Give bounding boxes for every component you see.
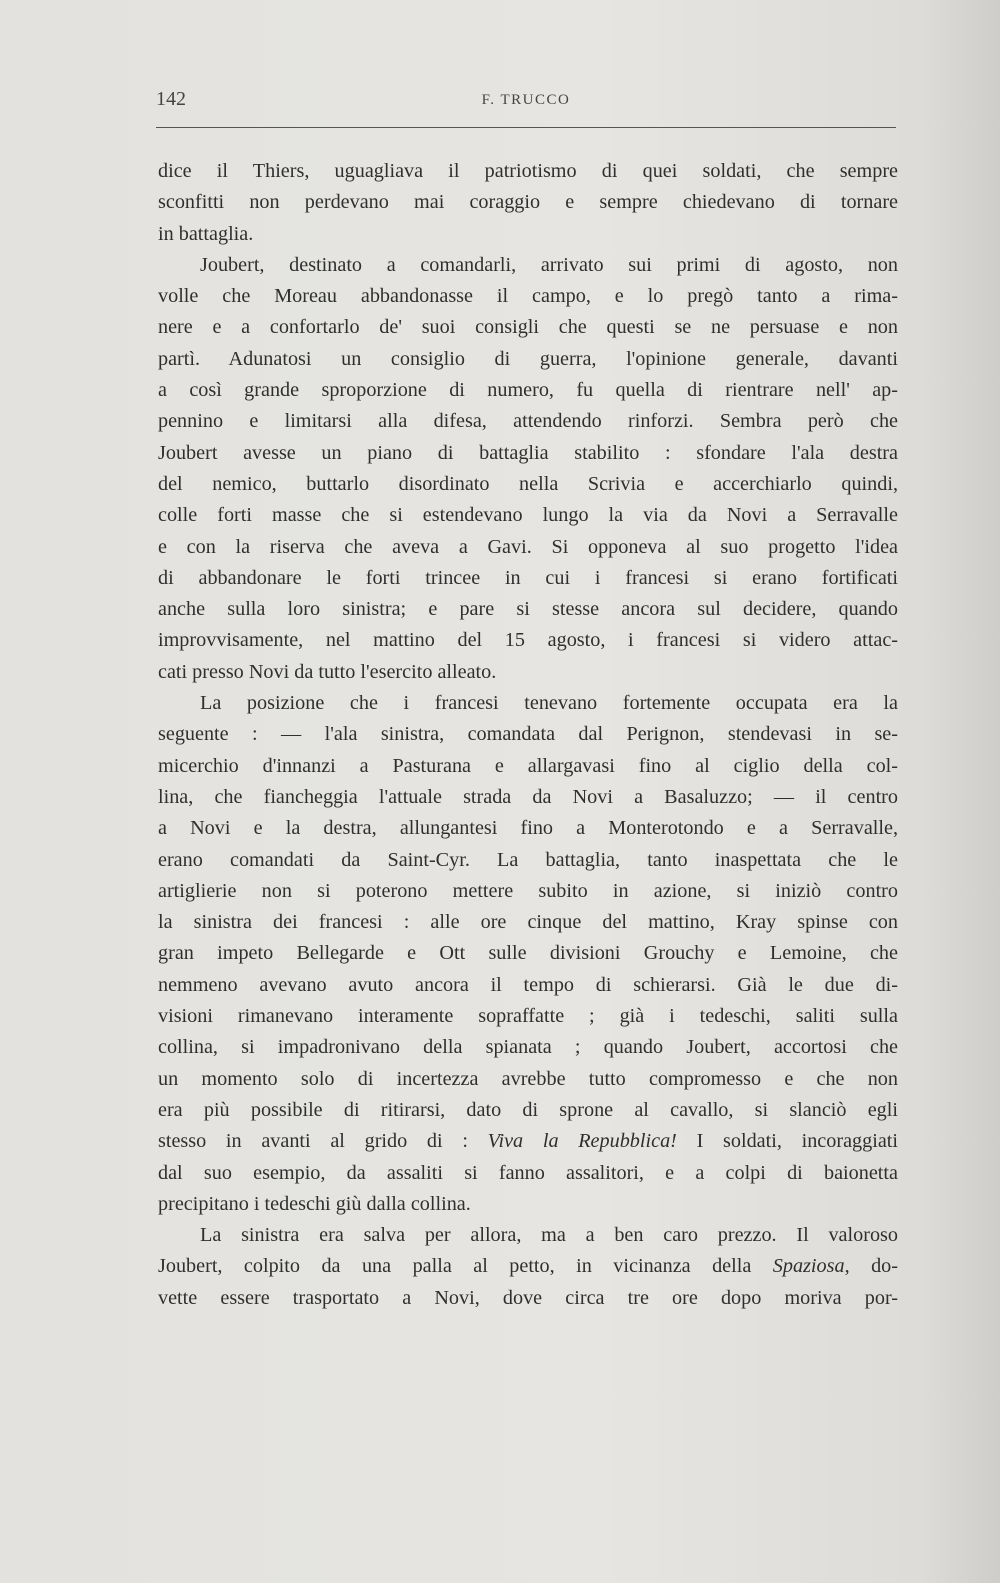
text-line [158,1126,898,1157]
text-line: a Novi e la destra, allungantesi fino a Monterotondo e a Serravalle, [158,817,898,840]
text-line: e con la riserva che aveva a Gavi. Si opponeva al suo progetto l'idea [158,535,898,558]
text-line: la sinistra dei francesi : alle ore cinque del mattino, Kray spinse con [158,911,898,934]
emphasis-viva: Viva la Repubblica! [487,1130,677,1153]
text-line: a così grande sproporzione di numero, fu quella di rientrare nell' ap- [158,379,898,402]
text-line: artiglierie non si poterono mettere subito in azione, si iniziò contro [158,879,898,902]
text-line [158,1251,898,1282]
text-line: sconfitti non perdevano mai coraggio e sempre chiedevano di tornare [158,191,898,214]
text-line: Joubert avesse un piano di battaglia stabilito : sfondare l'ala destra [158,441,898,464]
text-line: partì. Adunatosi un consiglio di guerra, l'opinione generale, davanti [158,347,898,370]
text-line: del nemico, buttarlo disordinato nella Scrivia e accerchiarlo quindi, [158,472,898,495]
text-line: nere e a confortarlo de' suoi consigli che questi se ne persuase e non [158,316,898,339]
page-number: 142 [156,88,186,110]
text-line: dice il Thiers, uguagliava il patriotismo di quei soldati, che sempre [158,160,898,182]
text-line: colle forti masse che si estendevano lungo la via da Novi a Serravalle [158,504,898,527]
running-head: F. TRUCCO [481,92,571,108]
text-line: lina, che fiancheggia l'attuale strada da Novi a Basaluzzo; — il centro [158,785,898,808]
text-line: Joubert, destinato a comandarli, arrivato sui primi di agosto, non [200,253,898,276]
page-header [156,88,896,122]
text-line: volle che Moreau abbandonasse il campo, e lo pregò tanto a rima- [158,285,898,308]
emphasis-spaziosa: Spaziosa [772,1255,845,1278]
text-line-end: I soldati, incoraggiati [696,1130,899,1153]
text-line: vette essere trasportato a Novi, dove circa tre ore dopo moriva por- [158,1286,898,1309]
text-line: collina, si impadronivano della spianata ; quando Joubert, accortosi che [158,1036,898,1059]
text-line: pennino e limitarsi alla difesa, attendendo rinforzi. Sembra però che [158,410,898,433]
text-line: un momento solo di incertezza avrebbe tutto compromesso e che non [158,1067,898,1090]
text-line: improvvisamente, nel mattino del 15 agosto, i francesi si videro attac- [158,629,898,652]
text-line: gran impeto Bellegarde e Ott sulle divisioni Grouchy e Lemoine, che [158,942,898,965]
text-line: erano comandati da Saint-Cyr. La battaglia, tanto inaspettata che le [158,848,898,871]
text-line-start: stesso in avanti al grido di : [158,1130,488,1153]
text-line-start: Joubert, colpito da una palla al petto, in vicinanza della [158,1255,773,1278]
text-line: visioni rimanevano interamente sopraffatte ; già i tedeschi, saliti sulla [158,1005,898,1028]
text-line: La sinistra era salva per allora, ma a ben caro prezzo. Il valoroso [200,1224,898,1247]
text-line: nemmeno avevano avuto ancora il tempo di schierarsi. Già le due di- [158,973,898,996]
text-line: anche sulla loro sinistra; e pare si stesse ancora sul decidere, quando [158,598,898,621]
text-line: dal suo esempio, da assaliti si fanno assalitori, e a colpi di baionetta [158,1161,898,1184]
text-line: micerchio d'innanzi a Pasturana e allargavasi fino al ciglio della col- [158,754,898,777]
body-text [158,156,898,1314]
text-line: precipitano i tedeschi giù dalla collina. [158,1192,471,1215]
text-line: in battaglia. [158,222,254,245]
text-line-end: , do- [844,1255,898,1278]
text-line: era più possibile di ritirarsi, dato di sprone al cavallo, si slanciò egli [158,1098,898,1121]
text-line: cati presso Novi da tutto l'esercito alleato. [158,660,497,683]
header-rule [156,127,896,128]
text-line: La posizione che i francesi tenevano fortemente occupata era la [200,692,898,715]
text-line: seguente : — l'ala sinistra, comandata dal Perignon, stendevasi in se- [158,723,898,746]
text-line: di abbandonare le forti trincee in cui i francesi si erano fortificati [158,566,898,589]
